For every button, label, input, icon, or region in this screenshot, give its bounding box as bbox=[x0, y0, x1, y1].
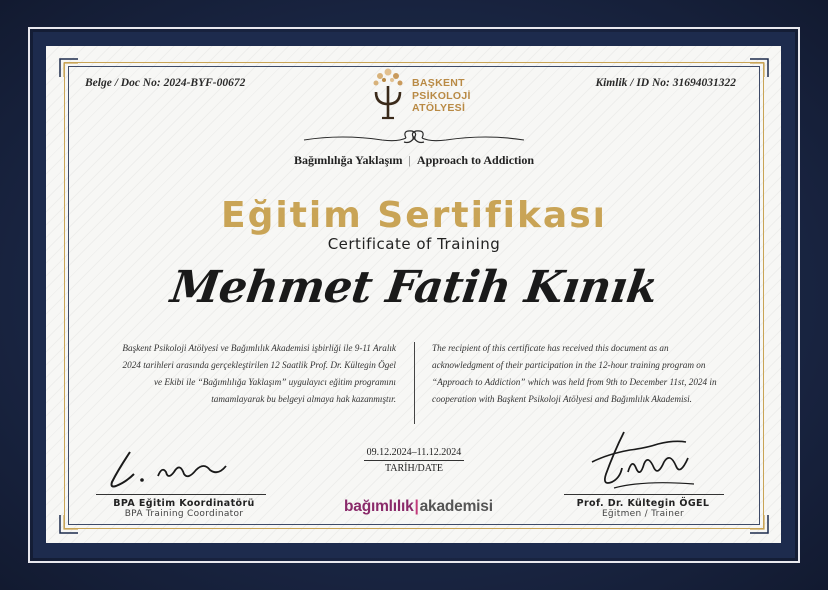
academy-logo-part-2: akademisi bbox=[419, 498, 493, 515]
certificate-subtitle: Certificate of Training bbox=[327, 235, 501, 253]
coordinator-signature-icon bbox=[100, 446, 260, 492]
program-name bbox=[0, 153, 828, 168]
logo-line-3: ATÖLYESİ bbox=[412, 102, 466, 114]
program-name-tr: Bağımlılığa Yaklaşım bbox=[293, 153, 403, 167]
academy-logo-part-1: bağımlılık bbox=[344, 498, 414, 515]
psi-tree-logo-icon bbox=[366, 66, 410, 124]
doc-number-value: 2024-BYF-00672 bbox=[163, 77, 246, 89]
id-number bbox=[595, 77, 736, 89]
recipient-name: Mehmet Fatih Kınık bbox=[167, 262, 661, 313]
id-number-value: 31694031322 bbox=[672, 77, 736, 89]
academy-logo-separator: | bbox=[414, 498, 419, 515]
date-line bbox=[364, 460, 464, 461]
corner-ornament-top-right bbox=[748, 57, 770, 79]
document-number bbox=[85, 77, 245, 89]
flourish-divider-icon bbox=[302, 128, 526, 148]
corner-ornament-bottom-left bbox=[58, 513, 80, 535]
id-number-label: Kimlik / ID No: bbox=[595, 77, 670, 89]
trainer-title: Prof. Dr. Kültegin ÖGEL bbox=[576, 498, 710, 509]
logo-wordmark bbox=[412, 77, 471, 115]
program-separator: | bbox=[408, 153, 411, 167]
corner-ornament-top-left bbox=[58, 57, 80, 79]
trainer-signature-icon bbox=[584, 428, 704, 494]
academy-logo bbox=[344, 498, 493, 516]
right-signature-line bbox=[564, 494, 724, 495]
body-text-turkish: Başkent Psikoloji Atölyesi ve Bağımlılık Akademisi işbirliği ile 9-11 Aralık 2024 tarihleri arasında gerçekleştirilen 12 Saatlik Prof. Dr. Kültegin Ögel ve Ekibi ile “Bağımlılığa Yaklaşım” uygulayıcı eğitim programını tamamlayarak bu belgeyi almaya hak kazanmıştır. bbox=[122, 343, 396, 404]
training-date: 09.12.2024–11.12.2024 bbox=[366, 447, 462, 458]
doc-number-label: Belge / Doc No: bbox=[85, 77, 161, 89]
body-text-english: The recipient of this certificate has received this document as an acknowledgment of their participation in the 12-hour training program on “Approach to Addiction” which was held from 9th to December 11st, 2024 in cooperation with Başkent Psikoloji Atölyesi and Bağımlılık Akademisi. bbox=[432, 343, 717, 404]
program-name-en: Approach to Addiction bbox=[416, 153, 535, 167]
corner-ornament-bottom-right bbox=[748, 513, 770, 535]
certificate-title: Eğitim Sertifikası bbox=[221, 195, 607, 236]
date-label: TARİH/DATE bbox=[384, 463, 444, 474]
trainer-subtitle: Eğitmen / Trainer bbox=[601, 509, 685, 519]
coordinator-title: BPA Eğitim Koordinatörü bbox=[113, 498, 255, 509]
coordinator-subtitle: BPA Training Coordinator bbox=[124, 509, 244, 519]
logo-line-1: BAŞKENT bbox=[412, 77, 465, 89]
body-divider bbox=[414, 342, 415, 424]
logo-line-2: PSİKOLOJİ bbox=[412, 89, 471, 102]
left-signature-line bbox=[96, 494, 266, 495]
